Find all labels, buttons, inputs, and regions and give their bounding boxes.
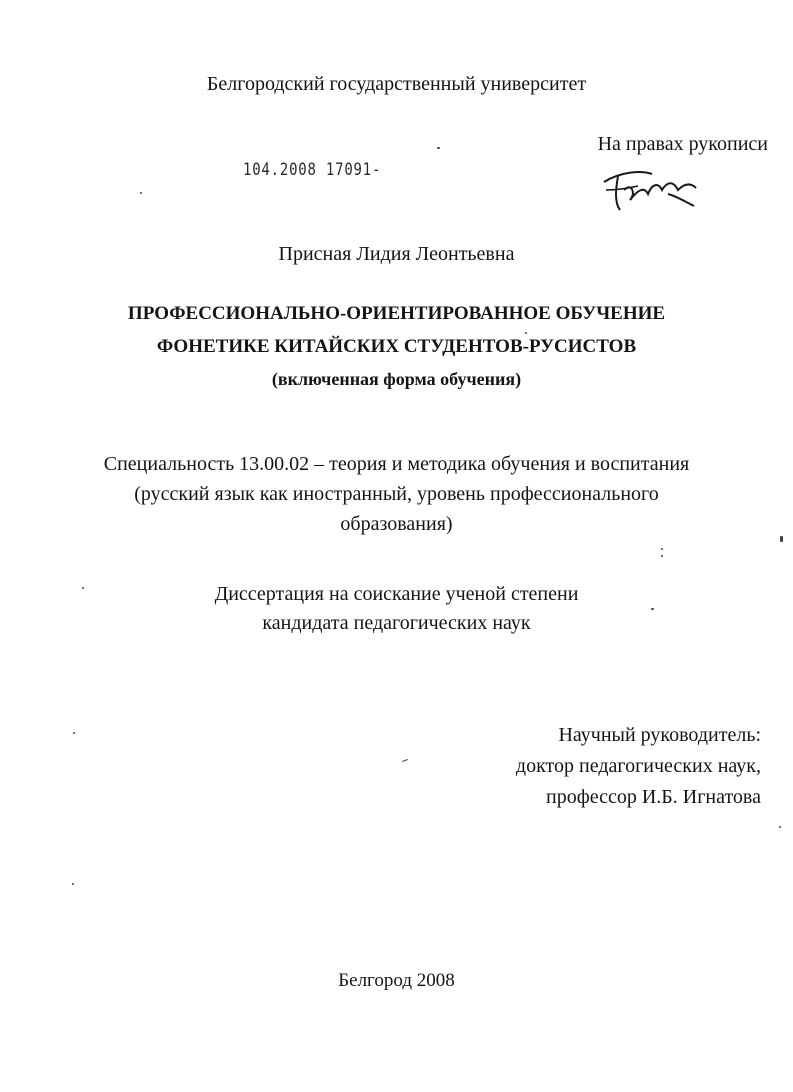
scan-speck [661, 555, 663, 557]
university-name: Белгородский государственный университет [206, 73, 587, 95]
scan-speck [661, 548, 663, 550]
scan-speck [140, 192, 142, 194]
title-line-1: ПРОФЕССИОНАЛЬНО-ОРИЕНТИРОВАННОЕ ОБУЧЕНИЕ [127, 303, 666, 324]
manuscript-note: На правах рукописи [597, 133, 768, 155]
scan-speck [73, 732, 75, 734]
scan-speck [780, 536, 783, 542]
degree-line-1: Диссертация на соискание ученой степени [214, 583, 579, 605]
degree-line-2: кандидата педагогических наук [262, 612, 531, 634]
scan-speck [402, 759, 408, 762]
scan-speck [437, 147, 440, 149]
scan-speck [72, 883, 74, 885]
advisor-name: профессор И.Б. Игнатова [546, 786, 761, 808]
advisor-label: Научный руководитель: [558, 724, 761, 746]
specialty-line-2: (русский язык как иностранный, уровень профессионального [134, 483, 659, 505]
author-name: Присная Лидия Леонтьевна [278, 243, 515, 265]
advisor-degree: доктор педагогических наук, [515, 755, 761, 777]
archive-stamp: 104.2008 17091- [243, 160, 382, 180]
title-line-2: ФОНЕТИКЕ КИТАЙСКИХ СТУДЕНТОВ-РУСИСТОВ [156, 336, 637, 357]
signature [598, 160, 708, 215]
scan-speck [779, 826, 781, 828]
scan-speck [525, 332, 527, 334]
specialty-line-3: образования) [340, 513, 453, 535]
scan-speck [651, 608, 654, 610]
title-subtitle: (включенная форма обучения) [271, 369, 522, 389]
specialty-line-1: Специальность 13.00.02 – теория и методика обучения и воспитания [103, 453, 690, 475]
city-year: Белгород 2008 [338, 970, 455, 991]
scan-speck [82, 587, 84, 589]
